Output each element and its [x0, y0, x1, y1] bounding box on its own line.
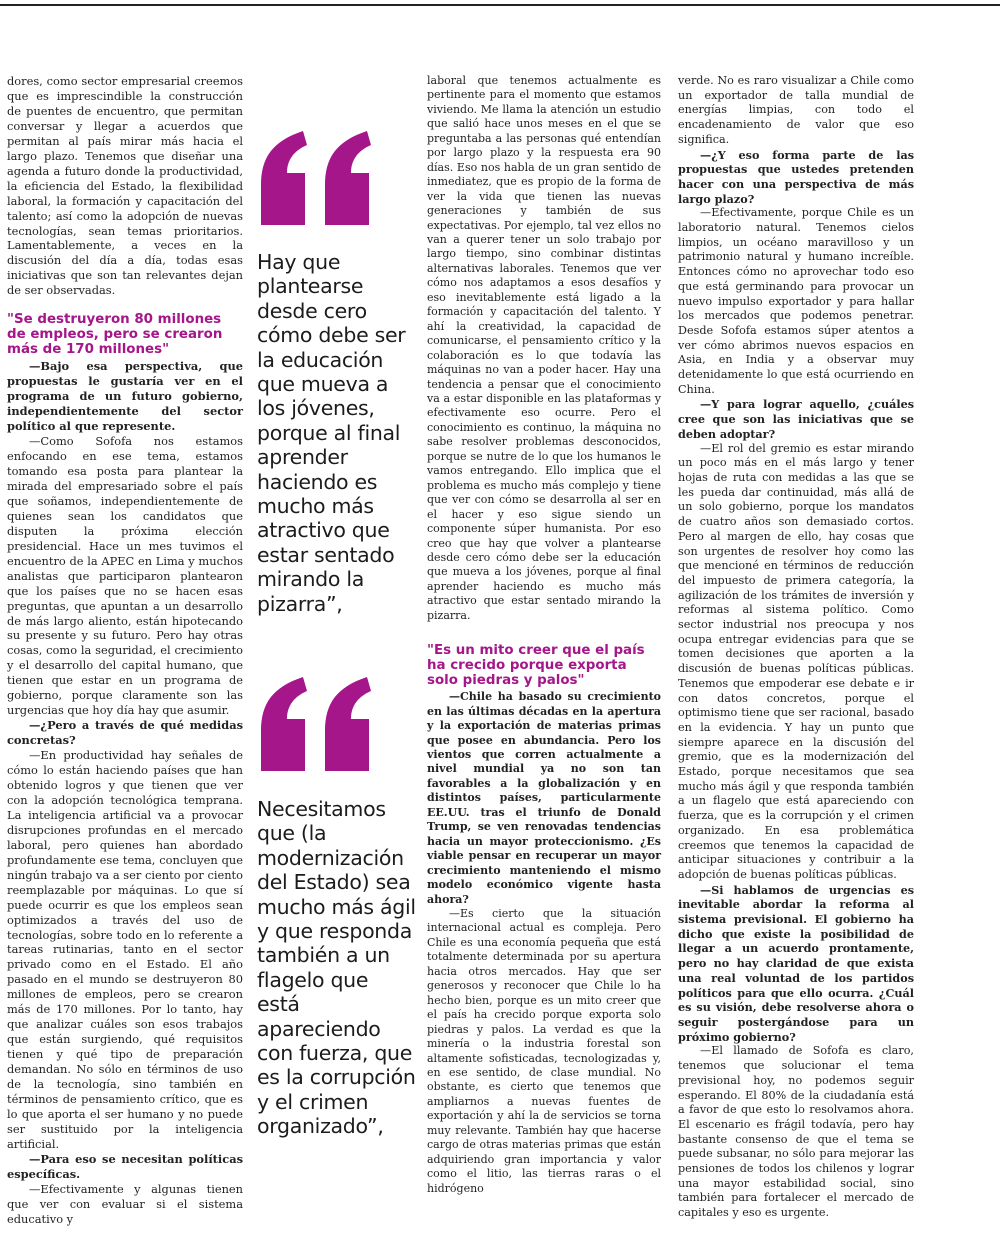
- paragraph: dores, como sector empresarial creemos que es imprescindible la construcción de puentes de encuentro, que permitan conversar y llegar a acuerdos que permitan al país mirar más hacia el largo plazo. Tenemos que diseñar una agenda a futuro donde la productividad, la eficiencia del Estado, la flexibilidad laboral, la formación y capacitación del talento; así como la adopción de nuevas tecnologías, sean temas prioritarios. Lamentablemente, a veces en la discusión del día a día, todas esas iniciativas que son tan relevantes dejan de ser observadas.: [7, 74, 243, 298]
- interview-question: —¿Y eso forma parte de las propuestas que ustedes pretenden hacer con una perspectiva de más largo plazo?: [678, 147, 914, 206]
- section-heading: "Es un mito creer que el país ha crecido porque exporta solo piedras y palos": [427, 643, 645, 689]
- paragraph: laboral que tenemos actualmente es pertinente para el momento que estamos viviendo. Me llama la atención un estudio que salió hace unos meses en el que se preguntaba a las personas qué entendían por largo plazo y la respuesta era 90 días. Eso nos habla de un gran sentido de inmediatez, que es propio de la forma de ver la vida que tienen las nuevas generaciones y también de sus expectativas. Por ejemplo, tal vez ellos no van a querer tener un solo trabajo por largo tiempo, sino combinar distintas alternativas laborales. Tenemos que ver cómo nos adaptamos a esos desafíos y eso inevitablemente está ligado a la formación y capacitación del talento. Y ahí la creatividad, la capacidad de comunicarse, el pensamiento crítico y la colaboración es lo que todavía las máquinas no van a poder hacer. Hay una tendencia a pensar que el conocimiento va a estar disponible en las plataformas y efectivamente eso ocurre. Pero el conocimiento es continuo, la máquina no sabe resolver problemas desconocidos, porque se nutre de lo que los humanos le vamos entregando. Ello implica que el problema es mucho más complejo y tiene que ver con cómo se desarrolla al ser en el hacer y eso sigue siendo un componente súper humanista. Por eso creo que hay que volver a plantearse desde cero cómo debe ser la educación que mueva a los jóvenes, porque al final aprender haciendo es mucho más atractivo que estar sentado mirando la pizarra.: [427, 74, 661, 622]
- interview-question: —Para eso se necesitan políticas específicas.: [7, 1151, 243, 1181]
- interview-answer: —El rol del gremio es estar mirando un poco más en el más largo y tener hojas de ruta con medidas a las que se les pueda dar continuidad, más allá de un solo gobierno, porque los mandatos de cuatro años son demasiado cortos. Pero al margen de ello, hay cosas que son urgentes de resolver hoy como las que mencioné en términos de reducción del impuesto de primera categoría, la agilización de los trámites de inversión y reformas al sistema político. Como sector industrial nos preocupa y nos ocupa entregar evidencias para que se tomen decisiones que aporten a la discusión de buenas políticas públicas. Tenemos que empoderar ese debate e ir con datos concretos, porque el optimismo tiene que ser racional, basado en la evidencia. Y hay un punto que siempre aparece en la discusión del gremio, que es la modernización del Estado, porque necesitamos que sea mucho más ágil y que responda también a un flagelo que está apareciendo con fuerza, que es la corrupción y el crimen organizado. En esa problemática creemos que tenemos la capacidad de anticipar situaciones y contribuir a la adopción de buenas políticas públicas.: [678, 441, 914, 881]
- interview-question: —Chile ha basado su crecimiento en las últimas décadas en la apertura y la exportación de materias primas que posee en abundancia. Pero los vientos que corren actualmente a nivel mundial ya no son tan favorables a la globalización y en distintos países, particularmente EE.UU. tras el triunfo de Donald Trump, se ven renovadas tendencias hacia un mayor proteccionismo. ¿Es viable pensar en recuperar un mayor crecimiento manteniendo el mismo modelo económico vigente hasta ahora?: [427, 690, 661, 906]
- interview-answer: —El llamado de Sofofa es claro, tenemos que solucionar el tema previsional hoy, no podemos seguir esperando. El 80% de la ciudadanía está a favor de que esto lo resolvamos ahora. El escenario es frágil todavía, pero hay bastante consenso de que el tema se puede subsanar, no sólo para mejorar las pensiones de todos los chilenos y lograr una mayor estabilidad social, sino también para fortalecer el mercado de capitales y eso es urgente.: [678, 1044, 914, 1220]
- quote-mark-icon: [253, 673, 383, 773]
- interview-question: —¿Pero a través de qué medidas concretas?: [7, 718, 243, 748]
- paragraph: verde. No es raro visualizar a Chile como un exportador de talla mundial de energías limpias, con todo el encadenamiento de valor que eso significa.: [678, 74, 914, 146]
- interview-answer: —Efectivamente, porque Chile es un laboratorio natural. Tenemos cielos limpios, un océano maravilloso y un patrimonio natural y humano increíble. Entonces cómo no aprovechar todo eso que está germinando para provocar un nuevo impulso exportador y para hallar los mercados que podemos penetrar. Desde Sofofa estamos súper atentos a ver cómo abrimos nuevos espacios en Asia, en India y a observar muy detenidamente lo que está ocurriendo en China.: [678, 206, 914, 396]
- interview-answer: —En productividad hay señales de cómo lo están haciendo países que han obtenido logros y que tienen que ver con la adopción tecnológica temprana. La inteligencia artificial va a provocar disrupciones profundas en el mercado laboral, pero quienes han abordado profundamente ese tema, concluyen que ningún trabajo va a ser ciento por ciento reemplazable por máquinas. Lo que sí puede ocurrir es que los empleos sean optimizados a través del uso de tecnologías, sobre todo en lo referente a tareas rutinarias, tanto en el sector privado como en el Estado. El año pasado en el mundo se destruyeron 80 millones de empleos, pero se crearon más de 170 millones. Por lo tanto, hay que analizar cuáles son esos trabajos que están surgiendo, qué requisitos tienen y qué tipo de preparación demandan. No sólo en términos de uso de la tecnología, sino también en términos de pensamiento crítico, que es lo que aporta el ser humano y no puede ser sustituido por la inteligencia artificial.: [7, 748, 243, 1151]
- top-rule: [0, 4, 1000, 6]
- section-heading: "Se destruyeron 80 millones de empleos, pero se crearon más de 170 millones": [7, 312, 223, 358]
- interview-question: —Bajo esa perspectiva, que propuestas le gustaría ver en el programa de un futuro gobierno, independientemente del sector político al que represente.: [7, 359, 243, 434]
- article-column-1: [7, 74, 243, 1227]
- pull-quote: Necesitamos que (la modernización del Estado) sea mucho más ágil y que responda también a un flagelo que está apareciendo con fuerza, que es la corrupción y el crimen organizado”,: [257, 797, 416, 1139]
- pull-quote: Hay que plantearse desde cero cómo debe ser la educación que mueva a los jóvenes, porque al final aprender haciendo es mucho más atractivo que estar sentado mirando la pizarra”,: [257, 250, 406, 616]
- article-column-3: [427, 74, 661, 1196]
- interview-question: —Si hablamos de urgencias es inevitable abordar la reforma al sistema previsional. El gobierno ha dicho que existe la posibilidad de llegar a un acuerdo prontamente, pero no hay claridad de que exista una real voluntad de los partidos políticos para que ello ocurra. ¿Cuál es su visión, debe resolverse ahora o seguir postergándose para un próximo gobierno?: [678, 882, 914, 1044]
- interview-question: —Y para lograr aquello, ¿cuáles cree que son las iniciativas que se deben adoptar?: [678, 397, 914, 441]
- quote-mark-icon: [253, 127, 383, 227]
- interview-answer: —Como Sofofa nos estamos enfocando en ese tema, estamos tomando esa posta para plantear la mirada del empresariado sobre el país que soñamos, independientemente de quienes sean los candidatos que disputen la próxima elección presidencial. Hace un mes tuvimos el encuentro de la APEC en Lima y muchos analistas que participaron plantearon que los países que no se hacen esas preguntas, que apuntan a un desarrollo de más largo aliento, están hipotecando su presente y su futuro. Pero hay otras cosas, como la seguridad, el crecimiento y el desarrollo del capital humano, que tienen que estar en un programa de gobierno, porque claramente son las urgencias que hoy día hay que asumir.: [7, 434, 243, 718]
- article-column-4: [678, 74, 914, 1221]
- interview-answer: —Es cierto que la situación internacional actual es compleja. Pero Chile es una economía pequeña que está totalmente determinada por su apertura hacia otros mercados. Hay que ser generosos y reconocer que Chile lo ha hecho bien, porque es un mito creer que el país ha crecido porque exporta solo piedras y palos. La verdad es que la minería o la industria forestal son altamente sofisticadas, tecnologizadas y, en ese sentido, de clase mundial. No obstante, es cierto que tenemos que ampliarnos a nuevas fuentes de exportación y ahí la de servicios se torna muy relevante. También hay que hacerse cargo de otras materias primas que están adquiriendo gran importancia y valor como el litio, las tierras raras o el hidrógeno: [427, 907, 661, 1195]
- interview-answer: —Efectivamente y algunas tienen que ver con evaluar si el sistema educativo y: [7, 1181, 243, 1226]
